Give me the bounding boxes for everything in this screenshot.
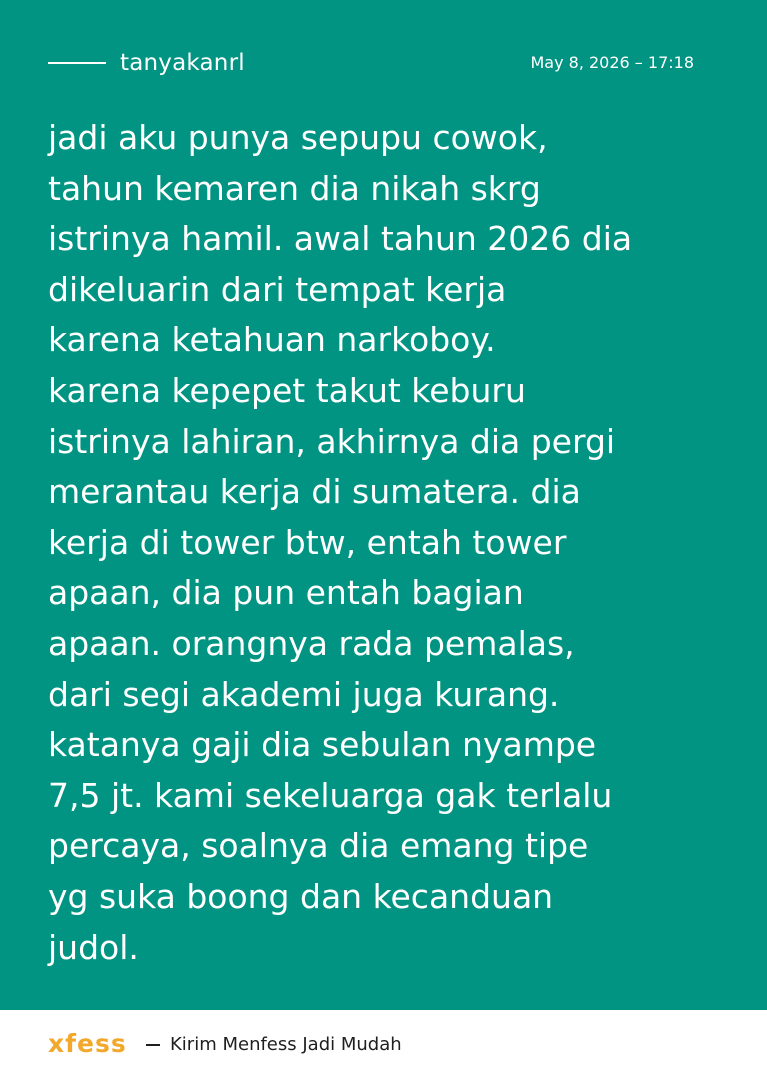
header-divider-line <box>48 62 106 64</box>
message-line: karena kepepet takut keburu <box>48 370 526 410</box>
message-line: apaan. orangnya rada pemalas, <box>48 623 575 663</box>
message-line: yg suka boong dan kecanduan <box>48 876 554 916</box>
post-timestamp: May 8, 2026 – 17:18 <box>530 53 694 72</box>
message-line: dikeluarin dari tempat kerja <box>48 269 507 309</box>
message-line: merantau kerja di sumatera. dia <box>48 472 581 512</box>
message-line: judol. <box>48 927 139 967</box>
message-line: istrinya hamil. awal tahun 2026 dia <box>48 219 633 259</box>
footer-dash <box>146 1044 160 1046</box>
message-line: 7,5 jt. kami sekeluarga gak terlalu <box>48 775 613 815</box>
message-line: percaya, soalnya dia emang tipe <box>48 826 589 866</box>
message-line: katanya gaji dia sebulan nyampe <box>48 725 597 765</box>
message-line: karena ketahuan narkoboy. <box>48 320 496 360</box>
message-line: jadi aku punya sepupu cowok, <box>48 118 548 157</box>
sender-username: tanyakanrl <box>120 50 245 76</box>
message-line: tahun kemaren dia nikah skrg <box>48 168 541 208</box>
card-header <box>48 45 694 81</box>
message-line: kerja di tower btw, entah tower <box>48 522 567 562</box>
message-line: istrinya lahiran, akhirnya dia pergi <box>48 421 616 461</box>
footer-tagline: Kirim Menfess Jadi Mudah <box>170 1034 402 1055</box>
message-line: apaan, dia pun entah bagian <box>48 573 524 613</box>
xfess-logo: xfess <box>48 1029 127 1058</box>
message-line: dari segi akademi juga kurang. <box>48 674 560 714</box>
app-footer <box>0 1010 767 1080</box>
message-body <box>48 113 738 973</box>
